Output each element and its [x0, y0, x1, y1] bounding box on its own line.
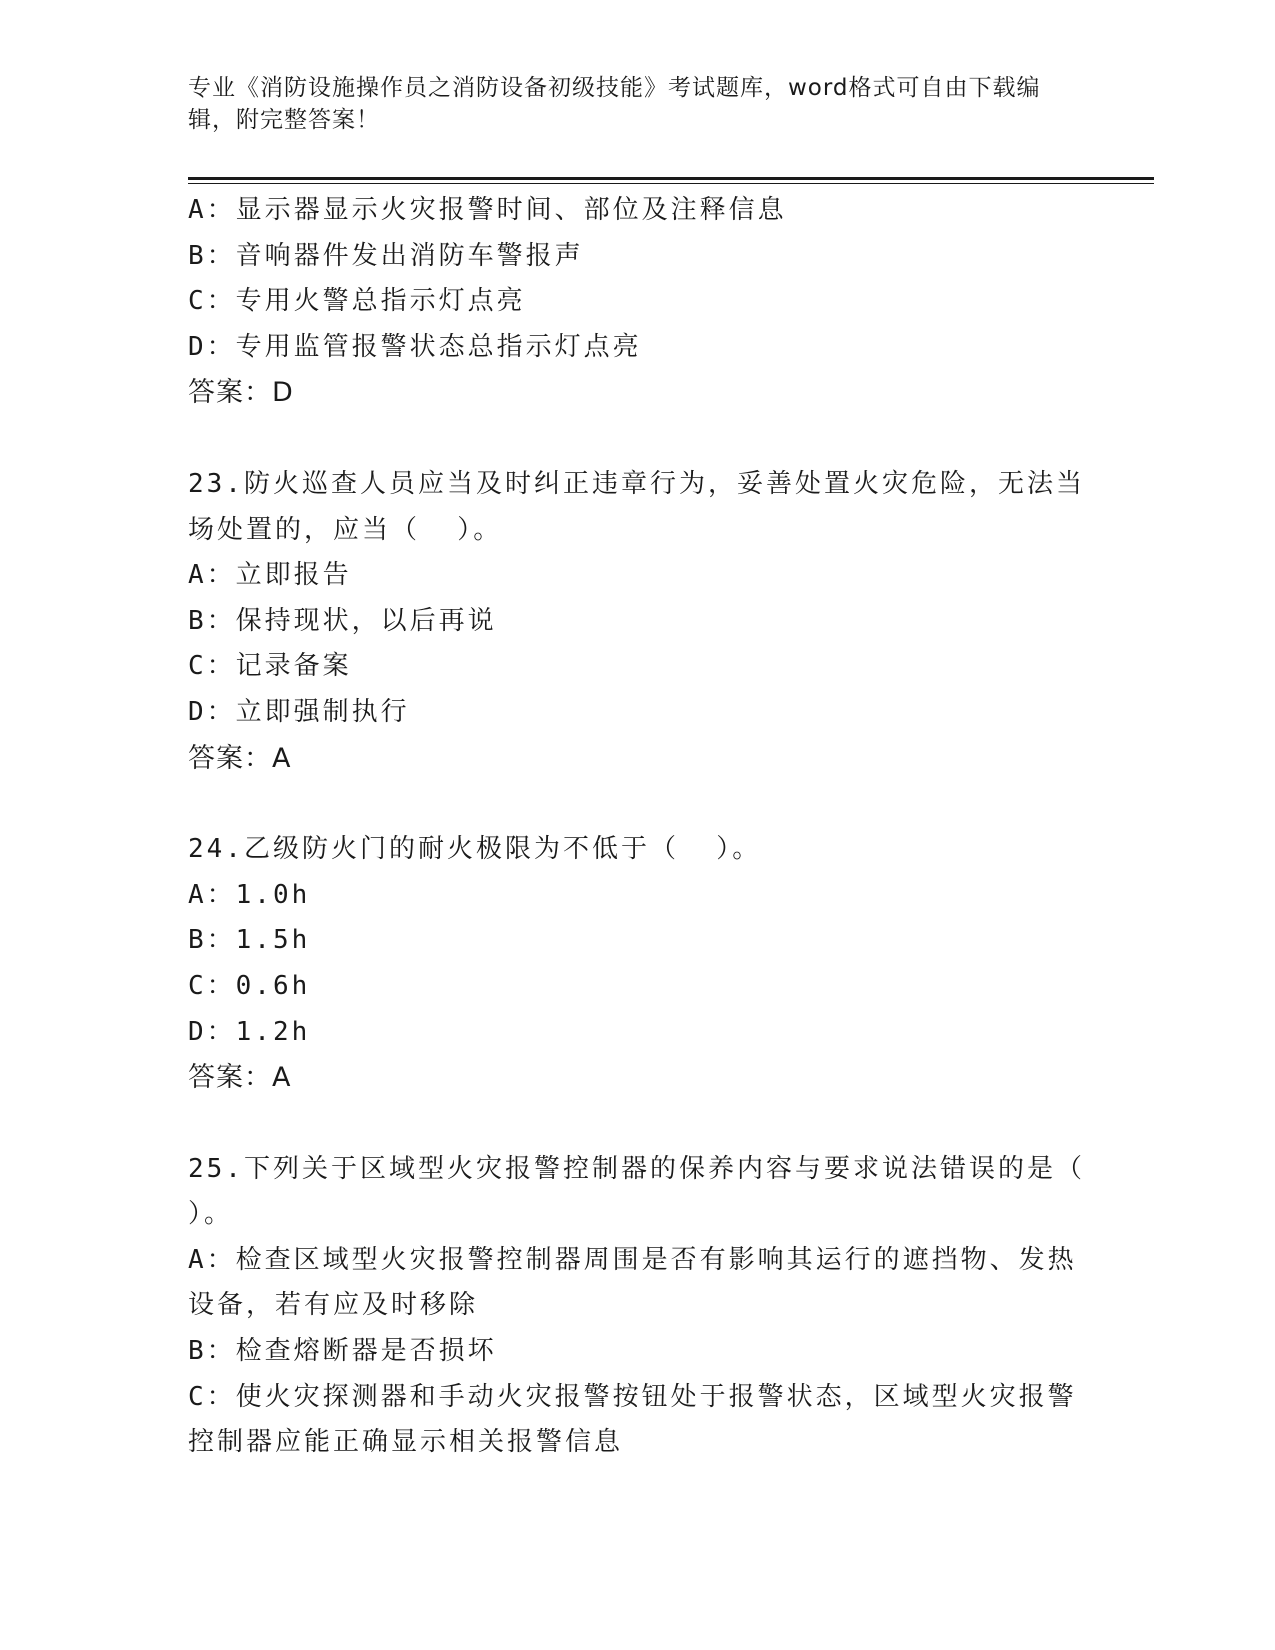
question-25: [188, 1147, 1088, 1466]
question-22: [188, 188, 1088, 416]
option-b: B：保持现状，以后再说: [188, 605, 497, 636]
option-a: A：显示器显示火灾报警时间、部位及注释信息: [188, 195, 787, 225]
option-c: C：0.6h: [188, 970, 311, 1001]
option-a: A：1.0h: [188, 879, 311, 910]
option-d: D：立即强制执行: [188, 696, 410, 727]
question-stem: 24.乙级防火门的耐火极限为不低于（ ）。: [188, 834, 762, 865]
document-header: 专业《消防设施操作员之消防设备初级技能》考试题库，word格式可自由下载编辑，附完整答案！: [188, 75, 1041, 133]
option-c: C：记录备案: [188, 651, 352, 682]
option-b: B：1.5h: [188, 925, 311, 956]
answer: 答案：A: [188, 742, 292, 774]
question-content: [188, 188, 1088, 1466]
answer: 答案：A: [188, 1062, 292, 1094]
spacer: [188, 1101, 1088, 1147]
question-stem-continued: 场处置的，应当（ ）。: [188, 514, 503, 545]
option-d: D：专用监管报警状态总指示灯点亮: [188, 331, 642, 362]
option-a: A：立即报告: [188, 560, 352, 591]
question-stem-continued: ）。: [188, 1199, 234, 1230]
option-a: A：检查区域型火灾报警控制器周围是否有影响其运行的遮挡物、发热: [188, 1244, 1077, 1275]
question-stem: 25.下列关于区域型火灾报警控制器的保养内容与要求说法错误的是（: [188, 1153, 1085, 1184]
spacer: [188, 781, 1088, 827]
option-c-continued: 控制器应能正确显示相关报警信息: [188, 1427, 624, 1458]
header-rule-thick: [188, 177, 1154, 180]
option-c: C：使火灾探测器和手动火灾报警按钮处于报警状态，区域型火灾报警: [188, 1381, 1077, 1412]
question-23: [188, 462, 1088, 781]
spacer: [188, 416, 1088, 462]
header-rule-thin: [188, 183, 1154, 184]
option-b: B：音响器件发出消防车警报声: [188, 240, 584, 271]
option-c: C：专用火警总指示灯点亮: [188, 286, 526, 317]
answer: 答案：D: [188, 377, 294, 409]
question-24: [188, 827, 1088, 1101]
option-d: D：1.2h: [188, 1016, 311, 1047]
option-a-continued: 设备，若有应及时移除: [188, 1290, 479, 1321]
question-stem: 23.防火巡查人员应当及时纠正违章行为，妥善处置火灾危险，无法当: [188, 468, 1085, 499]
option-b: B：检查熔断器是否损坏: [188, 1336, 497, 1367]
